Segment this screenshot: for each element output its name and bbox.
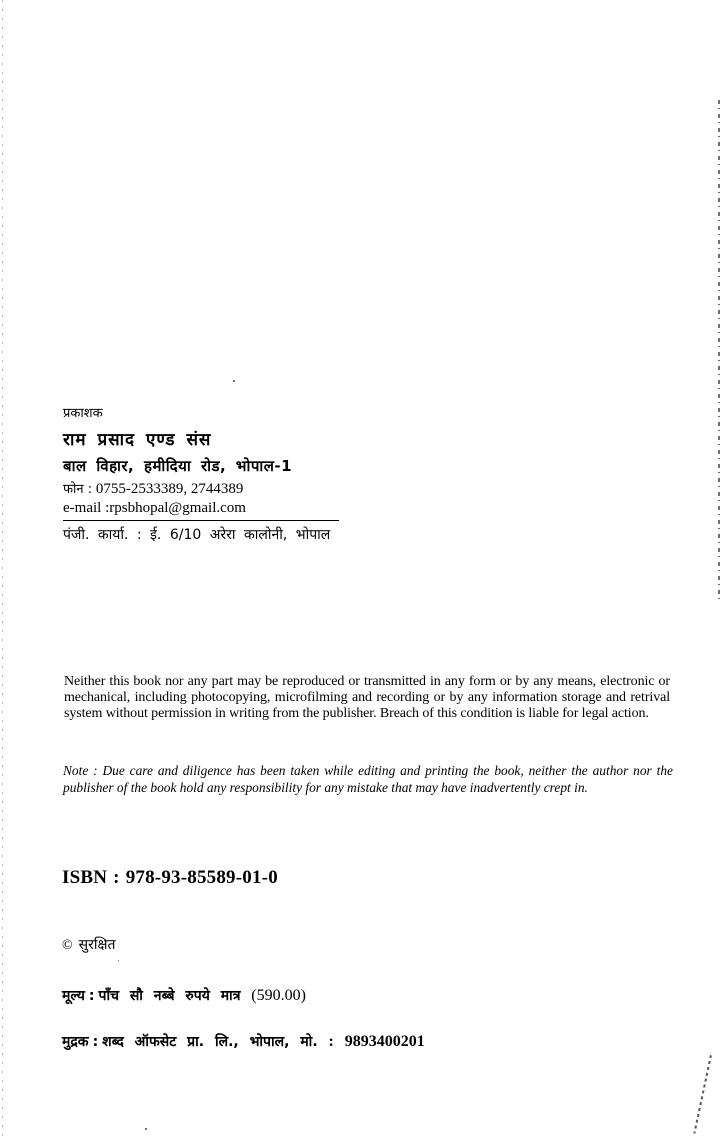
rights-notice: Neither this book nor any part may be reproduced or transmitted in any form or by any means, electronic or mechanical, including photocopying, microfilming and recording or by any information storage and retrival system without permission in writing from the publisher. Breach of this condition is liable for legal action. bbox=[64, 674, 670, 721]
scan-edge-right bbox=[718, 100, 720, 600]
scan-edge-left bbox=[2, 0, 3, 1138]
publisher-address: बाल विहार, हमीदिया रोड, भोपाल-1 bbox=[63, 457, 293, 475]
disclaimer-note: Note : Due care and diligence has been taken while editing and printing the book, neither the author nor the publisher of the book hold any responsibility for any mistake that may have inadvertently crept in. bbox=[63, 763, 673, 796]
scan-edge-right-bottom bbox=[693, 1055, 712, 1134]
scan-speck bbox=[118, 960, 119, 961]
phone-label: फोन : bbox=[63, 482, 93, 497]
price-words: पाँच सौ नब्बे रुपये मात्र bbox=[98, 988, 241, 1004]
price-label: मूल्य bbox=[62, 988, 85, 1004]
publisher-label: प्रकाशक bbox=[63, 406, 103, 421]
printer-mobile-separator: : bbox=[328, 1033, 334, 1050]
price-amount: (590.00) bbox=[251, 987, 306, 1004]
publisher-block bbox=[63, 405, 363, 545]
isbn-value: 978-93-85589-01-0 bbox=[125, 867, 278, 888]
copyright-text: सुरक्षित bbox=[78, 937, 116, 953]
phone-value: 0755-2533389, 2744389 bbox=[95, 481, 244, 497]
printer-name: शब्द ऑफसेट प्रा. लि., भोपाल, मो. bbox=[102, 1034, 318, 1050]
copyright-line bbox=[62, 935, 115, 956]
publisher-phone bbox=[63, 480, 363, 499]
isbn-label: ISBN bbox=[62, 867, 108, 888]
email-label: e-mail : bbox=[63, 500, 110, 516]
printer-mobile: 9893400201 bbox=[344, 1033, 425, 1050]
printer-separator: : bbox=[92, 1034, 99, 1050]
price-separator: : bbox=[88, 988, 95, 1004]
isbn-separator: : bbox=[113, 867, 120, 888]
publisher-name: राम प्रसाद एण्ड संस bbox=[63, 430, 212, 450]
printer-label: मुद्रक bbox=[62, 1034, 89, 1050]
copyright-icon: © bbox=[62, 938, 73, 953]
price-line bbox=[62, 985, 306, 1007]
isbn-line bbox=[62, 866, 278, 890]
scan-speck bbox=[145, 1128, 147, 1130]
publisher-email bbox=[63, 499, 339, 521]
printer-line bbox=[62, 1031, 425, 1053]
registered-office: पंजी. कार्या. : ई. 6/10 अरेरा कालोनी, भोपाल bbox=[63, 527, 331, 543]
email-value: rpsbhopal@gmail.com bbox=[109, 500, 246, 516]
scan-speck bbox=[233, 380, 235, 382]
